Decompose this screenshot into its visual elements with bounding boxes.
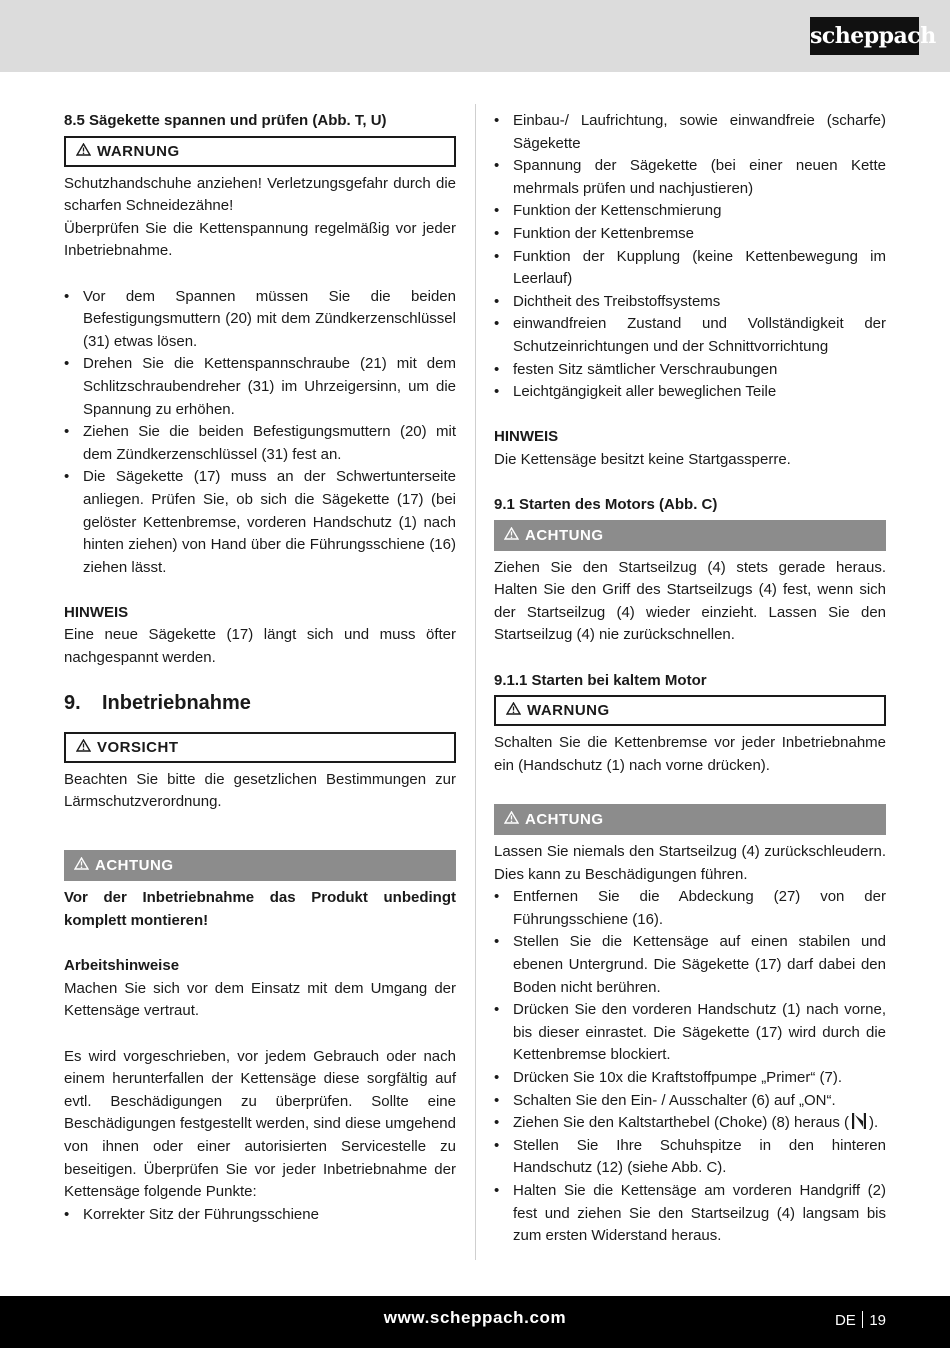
- separator: [862, 1311, 864, 1328]
- warning-box: [494, 695, 886, 726]
- paragraph: Schalten Sie die Kettenbremse vor jeder Inbetriebnahme ein (Handschutz (1) nach vorne drücken).: [494, 734, 886, 774]
- warning-box: [64, 136, 456, 167]
- list-item: • Stellen Sie Ihre Schuhspitze in den hinteren Handschutz (12) (siehe Abb. C).: [494, 1135, 886, 1180]
- list-item: • Drücken Sie 10x die Kraftstoffpumpe „Primer“ (7).: [494, 1067, 886, 1090]
- warning-triangle-icon: [506, 697, 524, 724]
- list-item-choke: [494, 1112, 886, 1135]
- warning-triangle-icon: [74, 850, 92, 881]
- note-text: Die Kettensäge besitzt keine Startgassperre.: [494, 450, 791, 468]
- language-code: DE: [834, 1312, 856, 1329]
- page-number-value: 19: [869, 1312, 886, 1329]
- section-title-8-5: 8.5 Sägekette spannen und prüfen (Abb. T, U): [64, 112, 387, 129]
- bullet-list-checks-start: [64, 1204, 456, 1227]
- paragraph: Ziehen Sie den Startseilzug (4) stets gerade heraus. Halten Sie den Griff des Startseilzugs (4) fest, wenn sich der Startseilzug (4) wieder einzieht. Lassen Sie den Startseilzug (4) nie zurückschnellen.: [494, 558, 886, 644]
- warning-triangle-icon: [504, 520, 522, 551]
- section-title-9-1-1: 9.1.1 Starten bei kaltem Motor: [494, 671, 707, 689]
- attention-box: [64, 850, 456, 881]
- list-item: • Ziehen Sie die beiden Befestigungsmuttern (20) mit dem Zündkerzenschlüssel (31) fest an.: [64, 421, 456, 466]
- list-item: • Dichtheit des Treibstoffsystems: [494, 291, 886, 314]
- page-header: [0, 0, 950, 72]
- list-item: • Drehen Sie die Kettenspannschraube (21) mit dem Schlitzschraubendreher (31) im Uhrzeigersinn, um die Spannung zu erhöhen.: [64, 353, 456, 421]
- choke-text-start: Ziehen Sie den Kaltstarthebel (Choke) (8) heraus (: [513, 1114, 850, 1132]
- attention-box: [494, 804, 886, 835]
- attention-label: ACHTUNG: [525, 526, 604, 544]
- attention-label: ACHTUNG: [95, 857, 174, 875]
- list-item: • einwandfreien Zustand und Vollständigkeit der Schutzeinrichtungen und der Schnittvorrichtung: [494, 313, 886, 358]
- choke-text-end: ).: [869, 1114, 879, 1132]
- section-title: Inbetriebnahme: [102, 691, 251, 714]
- left-column: [64, 110, 456, 1226]
- caution-box: [64, 732, 456, 763]
- paragraph: Lassen Sie niemals den Startseilzug (4) zurückschleudern. Dies kann zu Beschädigungen führen.: [494, 843, 886, 883]
- subsection-title: Arbeitshinweise: [64, 957, 180, 975]
- list-item: • festen Sitz sämtlicher Verschraubungen: [494, 359, 886, 382]
- warning-triangle-icon: [504, 804, 522, 835]
- footer-website: www.scheppach.com: [383, 1308, 567, 1327]
- section-heading-9: [64, 688, 456, 718]
- list-item: • Stellen Sie die Kettensäge auf einen stabilen und ebenen Untergrund. Die Sägekette (17) darf dabei den Boden nicht berühren.: [494, 931, 886, 999]
- list-item: • Die Sägekette (17) muss an der Schwertunterseite anliegen. Prüfen Sie, ob sich die Sägekette (17) (bei gelöster Kettenbremse, vorderen Handschutz (1) nach hinten ziehen) von Hand über die Führungsschiene (16) ziehen lässt.: [64, 466, 456, 579]
- paragraph: Überprüfen Sie die Kettenspannung regelmäßig vor jeder Inbetriebnahme.: [64, 219, 456, 260]
- page-footer: [0, 1296, 950, 1348]
- column-divider: [475, 104, 476, 1260]
- note-text: Eine neue Sägekette (17) längt sich und muss öfter nachgespannt werden.: [64, 626, 456, 667]
- note-label: HINWEIS: [494, 428, 559, 446]
- warning-label: WARNUNG: [527, 702, 610, 720]
- attention-text: Vor der Inbetriebnahme das Produkt unbedingt komplett montieren!: [64, 889, 456, 930]
- paragraph: Schutzhandschuhe anziehen! Verletzungsgefahr durch die scharfen Schneidezähne!: [64, 174, 456, 215]
- page-number: [835, 1311, 886, 1329]
- attention-box: [494, 520, 886, 551]
- warning-triangle-icon: [76, 138, 94, 165]
- brand-logo: scheppach: [810, 17, 919, 55]
- bullet-list-checks: [494, 110, 886, 404]
- choke-symbol-icon: [851, 1112, 867, 1130]
- warning-triangle-icon: [76, 734, 94, 761]
- right-column: [494, 110, 886, 1248]
- section-number: 9.: [64, 691, 81, 714]
- list-item: • Vor dem Spannen müssen Sie die beiden Befestigungsmuttern (20) mit dem Zündkerzenschlüssel (31) etwas lösen.: [64, 286, 456, 354]
- note-label: HINWEIS: [64, 603, 129, 621]
- paragraph: Es wird vorgeschrieben, vor jedem Gebrauch oder nach einem herunterfallen der Kettensäge diese sorgfältig auf evtl. Beschädigungen zu überprüfen. Sollte eine Beschädigungen festgestellt werden, sind diese umgehend von ihnen oder einer autorisierten Servicestelle zu beseitigen. Überprüfen Sie vor jeder Inbetriebnahme der Kettensäge folgende Punkte:: [64, 1047, 456, 1201]
- warning-label: WARNUNG: [97, 142, 180, 160]
- list-item: • Schalten Sie den Ein- / Ausschalter (6) auf „ON“.: [494, 1090, 886, 1113]
- list-item: • Halten Sie die Kettensäge am vorderen Handgriff (2) fest und ziehen Sie den Startseilzug (4) langsam bis zum ersten Widerstand heraus.: [494, 1180, 886, 1248]
- paragraph: Beachten Sie bitte die gesetzlichen Bestimmungen zur Lärmschutzverordnung.: [64, 770, 456, 811]
- list-item: • Drücken Sie den vorderen Handschutz (1) nach vorne, bis dieser einrastet. Die Sägekette (17) wird durch die Kettenbremse blockiert.: [494, 999, 886, 1067]
- caution-label: VORSICHT: [97, 738, 179, 756]
- bullet-list-cold-start: [494, 886, 886, 1248]
- list-item: • Einbau-/ Laufrichtung, sowie einwandfreie (scharfe) Sägekette: [494, 110, 886, 155]
- list-item: • Leichtgängigkeit aller beweglichen Teile: [494, 381, 886, 404]
- list-item: • Funktion der Kettenbremse: [494, 223, 886, 246]
- list-item: • Funktion der Kettenschmierung: [494, 200, 886, 223]
- bullet-list-tensioning: [64, 286, 456, 580]
- list-item: • Spannung der Sägekette (bei einer neuen Kette mehrmals prüfen und nachjustieren): [494, 155, 886, 200]
- attention-label: ACHTUNG: [525, 811, 604, 829]
- list-item: • Funktion der Kupplung (keine Kettenbewegung im Leerlauf): [494, 246, 886, 291]
- list-item: • Korrekter Sitz der Führungsschiene: [64, 1204, 456, 1227]
- paragraph: Machen Sie sich vor dem Einsatz mit dem Umgang der Kettensäge vertraut.: [64, 979, 456, 1020]
- list-item: • Entfernen Sie die Abdeckung (27) von der Führungsschiene (16).: [494, 886, 886, 931]
- section-title-9-1: 9.1 Starten des Motors (Abb. C): [494, 496, 718, 514]
